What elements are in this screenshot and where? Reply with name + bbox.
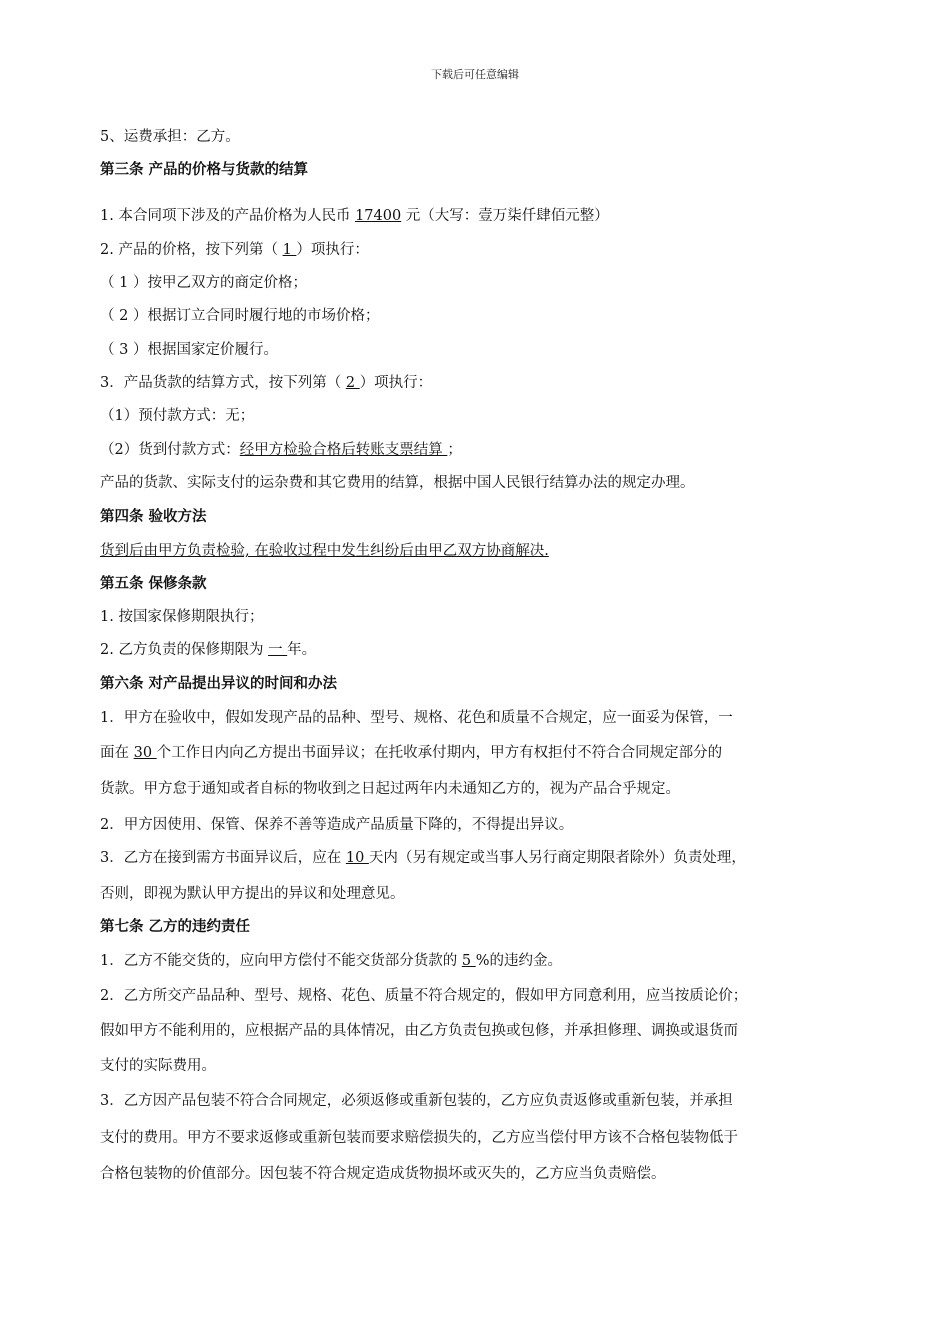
clause-line: 产品的货款、实际支付的运杂费和其它费用的结算，根据中国人民银行结算办法的规定办理。 <box>100 475 695 491</box>
clause-line: （ 1 ）按甲乙双方的商定价格； <box>100 275 307 291</box>
clause-line: （ 3 ）根据国家定价履行。 <box>100 342 278 358</box>
text: 3．产品货款的结算方式，按下列第（ <box>100 375 346 391</box>
clause-line: 合格包装物的价值部分。因包装不符合规定造成货物损坏或灭失的，乙方应当负责赔偿。 <box>100 1166 666 1182</box>
text: 天内（另有规定或当事人另行商定期限者除外）负责处理， <box>368 850 746 866</box>
clause-line: 3．乙方因产品包装不符合合同规定，必须返修或重新包装的，乙方应负责返修或重新包装，并承担 <box>100 1093 733 1109</box>
section-heading-4: 第四条 验收方法 <box>100 508 207 525</box>
objection-days-line <box>100 743 722 763</box>
payment-line <box>100 440 462 460</box>
objection-days: 30 <box>133 745 157 761</box>
text: 1．乙方不能交货的，应向甲方偿付不能交货部分货款的 <box>100 953 462 969</box>
text: 个工作日内向乙方提出书面异议；在托收承付期内，甲方有权拒付不符合合同规定部分的 <box>156 745 723 761</box>
handling-days-line <box>100 848 746 868</box>
text: ； <box>447 442 462 458</box>
text: %的违约金。 <box>475 953 562 969</box>
price-option-line <box>100 240 369 260</box>
section-heading-5: 第五条 保修条款 <box>100 575 207 592</box>
clause-line: 支付的费用。甲方不要求返修或重新包装而要求赔偿损失的，乙方应当偿付甲方该不合格包装物低于 <box>100 1130 738 1146</box>
handling-days: 10 <box>345 850 369 866</box>
option-number: 1 <box>282 242 297 258</box>
text: 1. 本合同项下涉及的产品价格为人民币 <box>100 208 356 224</box>
clause-line: 1. 按国家保修期限执行； <box>100 609 264 625</box>
section-heading-7: 第七条 乙方的违约责任 <box>100 918 251 935</box>
section-heading-3: 第三条 产品的价格与货款的结算 <box>100 161 309 178</box>
clause-line: （ 2 ）根据订立合同时履行地的市场价格； <box>100 308 380 324</box>
warranty-years: 一 <box>268 642 288 658</box>
text: 3．乙方在接到需方书面异议后，应在 <box>100 850 346 866</box>
text: （2）货到付款方式： <box>100 442 240 458</box>
text: 2. 产品的价格，按下列第（ <box>100 242 283 258</box>
clause-line: 支付的实际费用。 <box>100 1058 216 1074</box>
clause-line: 2．甲方因使用、保管、保养不善等造成产品质量下降的，不得提出异议。 <box>100 817 574 833</box>
section-heading-6: 第六条 对产品提出异议的时间和办法 <box>100 675 338 692</box>
clause-line: 货到后由甲方负责检验, 在验收过程中发生纠纷后由甲乙双方协商解决. <box>100 543 549 559</box>
clause-line: 货款。甲方怠于通知或者自标的物收到之日起过两年内未通知乙方的，视为产品合乎规定。 <box>100 781 680 797</box>
price-amount: 17400 <box>355 208 402 224</box>
warranty-line <box>100 640 316 660</box>
penalty-line <box>100 951 562 971</box>
text: 年。 <box>287 642 317 658</box>
clause-line: 否则，即视为默认甲方提出的异议和处理意见。 <box>100 886 405 902</box>
text: 面在 <box>100 745 134 761</box>
payment-method: 经甲方检验合格后转账支票结算 <box>239 442 448 458</box>
penalty-percent: 5 <box>461 953 476 969</box>
text: 2. 乙方负责的保修期限为 <box>100 642 269 658</box>
clause-line: 2．乙方所交产品品种、型号、规格、花色、质量不符合规定的，假如甲方同意利用，应当按质论价； <box>100 988 748 1004</box>
clause-line: （1）预付款方式：无； <box>100 408 255 424</box>
text: ）项执行： <box>296 242 369 258</box>
text: 元（大写：壹万柒仟肆佰元整） <box>401 208 609 224</box>
clause-line: 1．甲方在验收中，假如发现产品的品种、型号、规格、花色和质量不合规定，应一面妥为保管，一 <box>100 710 733 726</box>
text: ）项执行： <box>359 375 433 391</box>
settlement-option-line <box>100 373 432 393</box>
clause-line: 5、运费承担：乙方。 <box>100 129 240 145</box>
price-line <box>100 206 609 226</box>
option-number: 2 <box>345 375 360 391</box>
clause-line: 假如甲方不能利用的，应根据产品的具体情况，由乙方负责包换或包修，并承担修理、调换或退货而 <box>100 1023 738 1039</box>
page-header: 下载后可任意编辑 <box>431 68 519 81</box>
